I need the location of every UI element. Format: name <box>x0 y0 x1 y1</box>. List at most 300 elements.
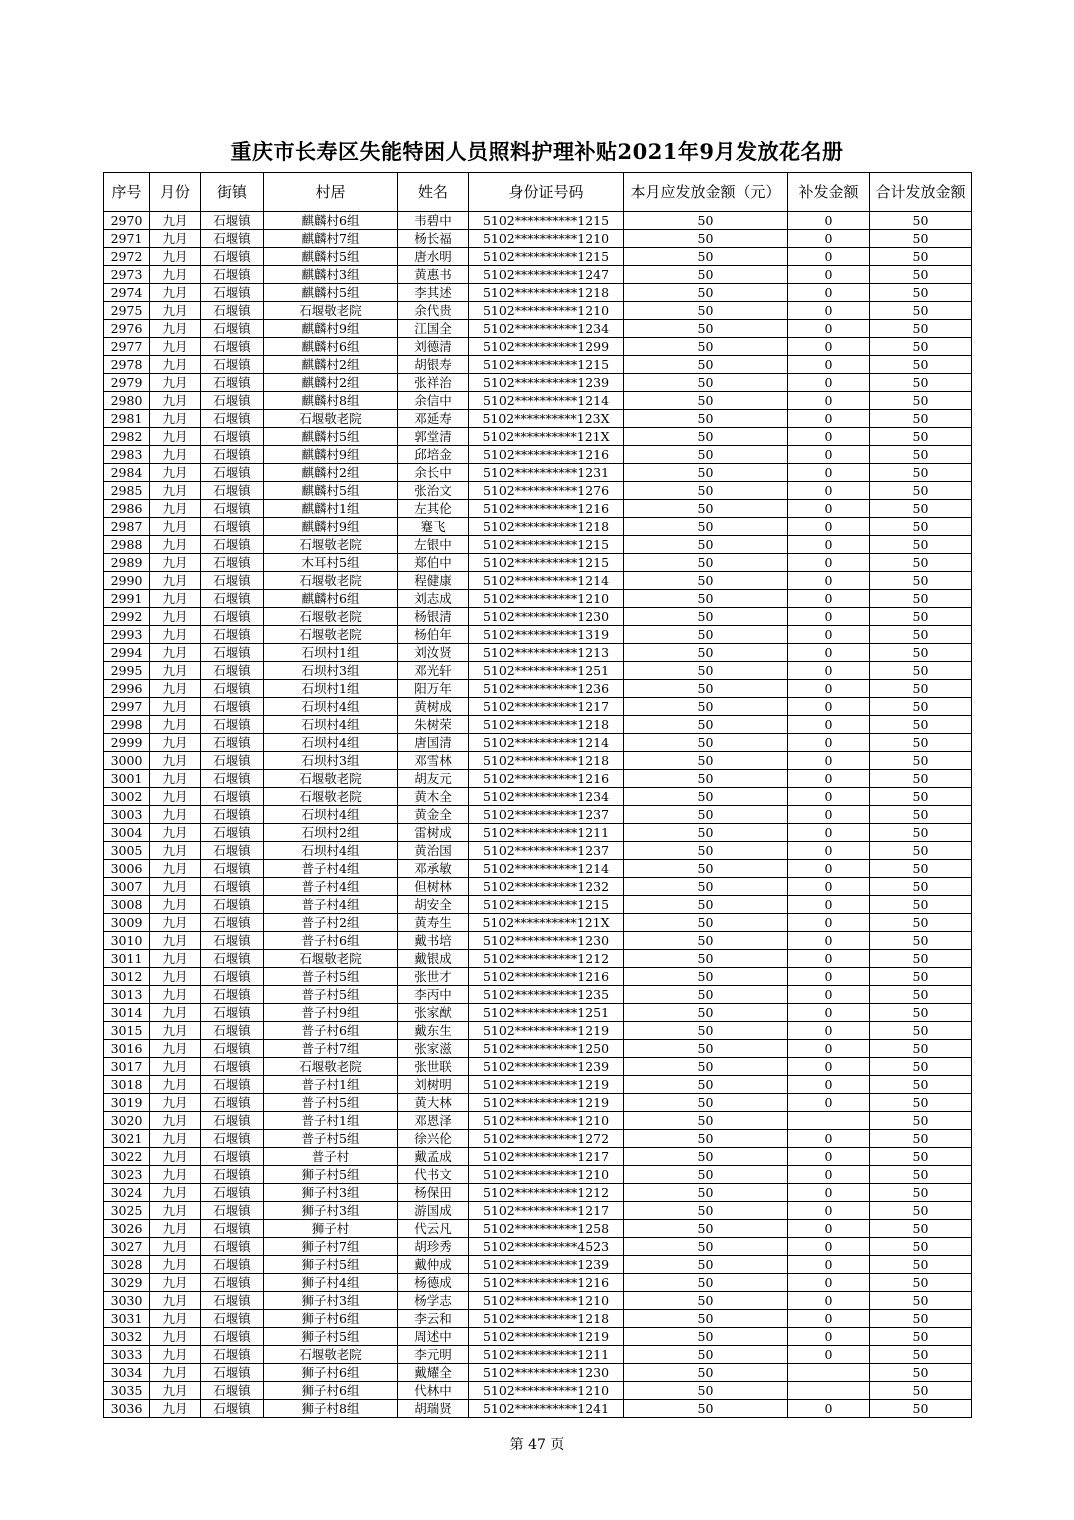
cell-village: 石坝村3组 <box>264 752 398 770</box>
cell-back-pay: 0 <box>788 914 870 932</box>
cell-name: 李云和 <box>398 1310 469 1328</box>
cell-month: 九月 <box>150 1382 201 1400</box>
cell-index: 2998 <box>104 716 150 734</box>
cell-total-amount: 50 <box>870 536 972 554</box>
cell-town: 石堰镇 <box>201 1004 264 1022</box>
table-row <box>104 266 972 284</box>
cell-town: 石堰镇 <box>201 1130 264 1148</box>
cell-monthly-amount: 50 <box>624 968 788 986</box>
cell-name: 杨长福 <box>398 230 469 248</box>
cell-monthly-amount: 50 <box>624 482 788 500</box>
table-row <box>104 752 972 770</box>
table-row <box>104 374 972 392</box>
cell-town: 石堰镇 <box>201 1364 264 1382</box>
cell-month: 九月 <box>150 554 201 572</box>
header-village: 村居 <box>264 173 398 212</box>
cell-index: 2986 <box>104 500 150 518</box>
cell-name: 胡银寿 <box>398 356 469 374</box>
cell-index: 2973 <box>104 266 150 284</box>
cell-town: 石堰镇 <box>201 1166 264 1184</box>
cell-month: 九月 <box>150 806 201 824</box>
cell-monthly-amount: 50 <box>624 770 788 788</box>
cell-monthly-amount: 50 <box>624 950 788 968</box>
table-row <box>104 698 972 716</box>
table-row <box>104 1166 972 1184</box>
cell-name: 黄寿生 <box>398 914 469 932</box>
cell-name: 刘志成 <box>398 590 469 608</box>
cell-id-number: 5102**********121X <box>469 428 624 446</box>
cell-monthly-amount: 50 <box>624 1256 788 1274</box>
table-row <box>104 896 972 914</box>
cell-village: 狮子村5组 <box>264 1328 398 1346</box>
cell-index: 3013 <box>104 986 150 1004</box>
cell-town: 石堰镇 <box>201 572 264 590</box>
cell-total-amount: 50 <box>870 230 972 248</box>
cell-total-amount: 50 <box>870 716 972 734</box>
cell-town: 石堰镇 <box>201 536 264 554</box>
cell-town: 石堰镇 <box>201 968 264 986</box>
cell-monthly-amount: 50 <box>624 230 788 248</box>
cell-village: 麒麟村9组 <box>264 320 398 338</box>
cell-village: 普子村2组 <box>264 914 398 932</box>
cell-village: 石坝村2组 <box>264 824 398 842</box>
cell-name: 邓承敏 <box>398 860 469 878</box>
cell-total-amount: 50 <box>870 950 972 968</box>
cell-monthly-amount: 50 <box>624 1004 788 1022</box>
cell-id-number: 5102**********1237 <box>469 842 624 860</box>
cell-total-amount: 50 <box>870 1310 972 1328</box>
cell-total-amount: 50 <box>870 284 972 302</box>
cell-back-pay: 0 <box>788 1238 870 1256</box>
cell-back-pay: 0 <box>788 464 870 482</box>
cell-back-pay: 0 <box>788 1148 870 1166</box>
cell-total-amount: 50 <box>870 914 972 932</box>
header-monthly-amount: 本月应发放金额（元） <box>624 173 788 212</box>
cell-monthly-amount: 50 <box>624 356 788 374</box>
cell-total-amount: 50 <box>870 644 972 662</box>
cell-name: 戴银成 <box>398 950 469 968</box>
cell-back-pay: 0 <box>788 248 870 266</box>
cell-total-amount: 50 <box>870 1400 972 1418</box>
cell-total-amount: 50 <box>870 1040 972 1058</box>
cell-index: 2974 <box>104 284 150 302</box>
cell-index: 3011 <box>104 950 150 968</box>
table-row <box>104 1382 972 1400</box>
cell-index: 3010 <box>104 932 150 950</box>
table-row <box>104 1202 972 1220</box>
cell-index: 3009 <box>104 914 150 932</box>
cell-id-number: 5102**********1230 <box>469 608 624 626</box>
cell-name: 黄大林 <box>398 1094 469 1112</box>
cell-month: 九月 <box>150 860 201 878</box>
cell-village: 石堰敬老院 <box>264 608 398 626</box>
cell-village: 麒麟村5组 <box>264 428 398 446</box>
cell-name: 代林中 <box>398 1382 469 1400</box>
cell-month: 九月 <box>150 878 201 896</box>
cell-village: 石坝村3组 <box>264 662 398 680</box>
cell-index: 3030 <box>104 1292 150 1310</box>
cell-name: 蹇飞 <box>398 518 469 536</box>
cell-back-pay <box>788 1382 870 1400</box>
cell-total-amount: 50 <box>870 428 972 446</box>
cell-back-pay: 0 <box>788 1256 870 1274</box>
cell-month: 九月 <box>150 1310 201 1328</box>
cell-back-pay: 0 <box>788 1274 870 1292</box>
table-row <box>104 482 972 500</box>
cell-name: 张世联 <box>398 1058 469 1076</box>
cell-index: 3001 <box>104 770 150 788</box>
cell-index: 2971 <box>104 230 150 248</box>
cell-month: 九月 <box>150 446 201 464</box>
cell-id-number: 5102**********1213 <box>469 644 624 662</box>
table-row <box>104 1058 972 1076</box>
cell-monthly-amount: 50 <box>624 464 788 482</box>
cell-total-amount: 50 <box>870 1382 972 1400</box>
table-row <box>104 590 972 608</box>
cell-monthly-amount: 50 <box>624 1292 788 1310</box>
cell-back-pay: 0 <box>788 320 870 338</box>
cell-monthly-amount: 50 <box>624 302 788 320</box>
cell-village: 石堰敬老院 <box>264 626 398 644</box>
cell-back-pay: 0 <box>788 230 870 248</box>
cell-monthly-amount: 50 <box>624 626 788 644</box>
cell-back-pay: 0 <box>788 518 870 536</box>
cell-village: 普子村4组 <box>264 860 398 878</box>
cell-index: 2988 <box>104 536 150 554</box>
cell-month: 九月 <box>150 968 201 986</box>
cell-back-pay <box>788 1112 870 1130</box>
table-row <box>104 212 972 230</box>
cell-monthly-amount: 50 <box>624 932 788 950</box>
cell-index: 2983 <box>104 446 150 464</box>
cell-monthly-amount: 50 <box>624 1364 788 1382</box>
cell-month: 九月 <box>150 428 201 446</box>
cell-town: 石堰镇 <box>201 1058 264 1076</box>
header-index: 序号 <box>104 173 150 212</box>
cell-back-pay: 0 <box>788 338 870 356</box>
cell-back-pay: 0 <box>788 374 870 392</box>
cell-village: 普子村1组 <box>264 1076 398 1094</box>
cell-town: 石堰镇 <box>201 914 264 932</box>
cell-name: 韦碧中 <box>398 212 469 230</box>
cell-total-amount: 50 <box>870 842 972 860</box>
cell-name: 江国全 <box>398 320 469 338</box>
cell-total-amount: 50 <box>870 410 972 428</box>
cell-total-amount: 50 <box>870 392 972 410</box>
cell-monthly-amount: 50 <box>624 1040 788 1058</box>
cell-monthly-amount: 50 <box>624 878 788 896</box>
cell-back-pay: 0 <box>788 1040 870 1058</box>
cell-total-amount: 50 <box>870 500 972 518</box>
cell-back-pay: 0 <box>788 482 870 500</box>
table-row <box>104 302 972 320</box>
table-row <box>104 1310 972 1328</box>
cell-monthly-amount: 50 <box>624 1400 788 1418</box>
cell-town: 石堰镇 <box>201 824 264 842</box>
cell-name: 杨保田 <box>398 1184 469 1202</box>
cell-monthly-amount: 50 <box>624 1346 788 1364</box>
cell-total-amount: 50 <box>870 680 972 698</box>
cell-town: 石堰镇 <box>201 230 264 248</box>
page-number: 第 47 页 <box>509 1437 565 1453</box>
cell-id-number: 5102**********1218 <box>469 284 624 302</box>
cell-monthly-amount: 50 <box>624 662 788 680</box>
cell-village: 狮子村4组 <box>264 1274 398 1292</box>
cell-total-amount: 50 <box>870 896 972 914</box>
cell-month: 九月 <box>150 338 201 356</box>
cell-back-pay: 0 <box>788 698 870 716</box>
cell-index: 3014 <box>104 1004 150 1022</box>
cell-id-number: 5102**********1215 <box>469 536 624 554</box>
cell-id-number: 5102**********1217 <box>469 698 624 716</box>
cell-id-number: 5102**********1319 <box>469 626 624 644</box>
table-row <box>104 860 972 878</box>
cell-month: 九月 <box>150 896 201 914</box>
cell-back-pay: 0 <box>788 1346 870 1364</box>
cell-month: 九月 <box>150 770 201 788</box>
table-row <box>104 968 972 986</box>
cell-index: 3012 <box>104 968 150 986</box>
cell-month: 九月 <box>150 392 201 410</box>
cell-name: 左银中 <box>398 536 469 554</box>
cell-town: 石堰镇 <box>201 950 264 968</box>
cell-town: 石堰镇 <box>201 842 264 860</box>
cell-index: 3034 <box>104 1364 150 1382</box>
cell-town: 石堰镇 <box>201 608 264 626</box>
cell-name: 张祥治 <box>398 374 469 392</box>
cell-village: 麒麟村5组 <box>264 482 398 500</box>
cell-monthly-amount: 50 <box>624 248 788 266</box>
cell-id-number: 5102**********1239 <box>469 374 624 392</box>
cell-id-number: 5102**********1276 <box>469 482 624 500</box>
header-total-amount: 合计发放金额 <box>870 173 972 212</box>
cell-village: 普子村6组 <box>264 932 398 950</box>
cell-name: 戴孟成 <box>398 1148 469 1166</box>
cell-back-pay: 0 <box>788 878 870 896</box>
cell-town: 石堰镇 <box>201 806 264 824</box>
cell-total-amount: 50 <box>870 572 972 590</box>
table-row <box>104 1184 972 1202</box>
cell-id-number: 5102**********1234 <box>469 788 624 806</box>
cell-monthly-amount: 50 <box>624 266 788 284</box>
cell-town: 石堰镇 <box>201 1184 264 1202</box>
cell-id-number: 5102**********1210 <box>469 590 624 608</box>
cell-total-amount: 50 <box>870 770 972 788</box>
cell-total-amount: 50 <box>870 248 972 266</box>
cell-id-number: 5102**********1215 <box>469 356 624 374</box>
cell-month: 九月 <box>150 1238 201 1256</box>
cell-index: 2994 <box>104 644 150 662</box>
table-row <box>104 518 972 536</box>
cell-name: 程健康 <box>398 572 469 590</box>
cell-town: 石堰镇 <box>201 338 264 356</box>
cell-town: 石堰镇 <box>201 248 264 266</box>
table-row <box>104 230 972 248</box>
cell-month: 九月 <box>150 842 201 860</box>
cell-back-pay: 0 <box>788 536 870 554</box>
cell-name: 徐兴伦 <box>398 1130 469 1148</box>
cell-index: 2972 <box>104 248 150 266</box>
cell-village: 石堰敬老院 <box>264 572 398 590</box>
cell-month: 九月 <box>150 284 201 302</box>
cell-back-pay: 0 <box>788 806 870 824</box>
cell-index: 2975 <box>104 302 150 320</box>
table-row <box>104 1040 972 1058</box>
table-row <box>104 626 972 644</box>
cell-town: 石堰镇 <box>201 590 264 608</box>
cell-name: 代书文 <box>398 1166 469 1184</box>
cell-id-number: 5102**********1219 <box>469 1022 624 1040</box>
cell-back-pay: 0 <box>788 500 870 518</box>
cell-back-pay: 0 <box>788 734 870 752</box>
cell-monthly-amount: 50 <box>624 860 788 878</box>
cell-index: 3036 <box>104 1400 150 1418</box>
cell-id-number: 5102**********1210 <box>469 230 624 248</box>
cell-id-number: 5102**********1211 <box>469 1346 624 1364</box>
cell-id-number: 5102**********1210 <box>469 1382 624 1400</box>
cell-town: 石堰镇 <box>201 698 264 716</box>
cell-id-number: 5102**********1210 <box>469 1112 624 1130</box>
cell-village: 麒麟村5组 <box>264 248 398 266</box>
cell-index: 3022 <box>104 1148 150 1166</box>
cell-month: 九月 <box>150 1184 201 1202</box>
cell-name: 杨德成 <box>398 1274 469 1292</box>
cell-id-number: 5102**********1239 <box>469 1058 624 1076</box>
cell-back-pay: 0 <box>788 212 870 230</box>
cell-town: 石堰镇 <box>201 482 264 500</box>
cell-total-amount: 50 <box>870 1292 972 1310</box>
cell-total-amount: 50 <box>870 986 972 1004</box>
table-row <box>104 608 972 626</box>
cell-town: 石堰镇 <box>201 212 264 230</box>
cell-total-amount: 50 <box>870 1256 972 1274</box>
cell-total-amount: 50 <box>870 302 972 320</box>
cell-id-number: 5102**********1250 <box>469 1040 624 1058</box>
cell-back-pay: 0 <box>788 860 870 878</box>
cell-back-pay: 0 <box>788 842 870 860</box>
cell-id-number: 5102**********1272 <box>469 1130 624 1148</box>
cell-month: 九月 <box>150 824 201 842</box>
cell-index: 3020 <box>104 1112 150 1130</box>
cell-name: 唐水明 <box>398 248 469 266</box>
cell-monthly-amount: 50 <box>624 284 788 302</box>
cell-monthly-amount: 50 <box>624 572 788 590</box>
cell-name: 余代贵 <box>398 302 469 320</box>
cell-monthly-amount: 50 <box>624 734 788 752</box>
cell-back-pay: 0 <box>788 1022 870 1040</box>
cell-total-amount: 50 <box>870 446 972 464</box>
cell-total-amount: 50 <box>870 464 972 482</box>
cell-village: 狮子村8组 <box>264 1400 398 1418</box>
cell-index: 3028 <box>104 1256 150 1274</box>
cell-month: 九月 <box>150 266 201 284</box>
cell-town: 石堰镇 <box>201 302 264 320</box>
cell-name: 李丙中 <box>398 986 469 1004</box>
cell-id-number: 5102**********1215 <box>469 554 624 572</box>
cell-id-number: 5102**********1216 <box>469 500 624 518</box>
cell-village: 普子村5组 <box>264 1094 398 1112</box>
cell-name: 张家滋 <box>398 1040 469 1058</box>
cell-back-pay: 0 <box>788 410 870 428</box>
cell-monthly-amount: 50 <box>624 1148 788 1166</box>
cell-village: 狮子村3组 <box>264 1184 398 1202</box>
table-row <box>104 320 972 338</box>
cell-town: 石堰镇 <box>201 284 264 302</box>
cell-month: 九月 <box>150 1400 201 1418</box>
cell-month: 九月 <box>150 1274 201 1292</box>
cell-id-number: 5102**********1258 <box>469 1220 624 1238</box>
table-header-row <box>104 173 972 212</box>
cell-total-amount: 50 <box>870 860 972 878</box>
cell-index: 2995 <box>104 662 150 680</box>
cell-back-pay: 0 <box>788 824 870 842</box>
table-row <box>104 788 972 806</box>
cell-index: 3004 <box>104 824 150 842</box>
cell-name: 余长中 <box>398 464 469 482</box>
cell-name: 胡友元 <box>398 770 469 788</box>
cell-month: 九月 <box>150 374 201 392</box>
cell-total-amount: 50 <box>870 212 972 230</box>
cell-village: 狮子村5组 <box>264 1256 398 1274</box>
cell-village: 普子村1组 <box>264 1112 398 1130</box>
cell-name: 胡珍秀 <box>398 1238 469 1256</box>
table-row <box>104 842 972 860</box>
cell-id-number: 5102**********1217 <box>469 1202 624 1220</box>
table-row <box>104 986 972 1004</box>
cell-name: 刘汝贤 <box>398 644 469 662</box>
header-month: 月份 <box>150 173 201 212</box>
cell-name: 阳万年 <box>398 680 469 698</box>
cell-monthly-amount: 50 <box>624 212 788 230</box>
cell-total-amount: 50 <box>870 1328 972 1346</box>
cell-town: 石堰镇 <box>201 320 264 338</box>
cell-monthly-amount: 50 <box>624 752 788 770</box>
cell-month: 九月 <box>150 1202 201 1220</box>
cell-name: 戴仲成 <box>398 1256 469 1274</box>
cell-town: 石堰镇 <box>201 374 264 392</box>
cell-name: 朱树荣 <box>398 716 469 734</box>
cell-month: 九月 <box>150 482 201 500</box>
cell-id-number: 5102**********1251 <box>469 662 624 680</box>
cell-back-pay: 0 <box>788 1184 870 1202</box>
cell-town: 石堰镇 <box>201 1148 264 1166</box>
cell-index: 3019 <box>104 1094 150 1112</box>
cell-id-number: 5102**********1218 <box>469 518 624 536</box>
cell-back-pay: 0 <box>788 752 870 770</box>
cell-name: 周述中 <box>398 1328 469 1346</box>
cell-index: 3000 <box>104 752 150 770</box>
cell-monthly-amount: 50 <box>624 1274 788 1292</box>
cell-month: 九月 <box>150 1094 201 1112</box>
cell-town: 石堰镇 <box>201 356 264 374</box>
cell-monthly-amount: 50 <box>624 374 788 392</box>
cell-back-pay: 0 <box>788 662 870 680</box>
table-row <box>104 1364 972 1382</box>
cell-total-amount: 50 <box>870 752 972 770</box>
cell-monthly-amount: 50 <box>624 1058 788 1076</box>
cell-total-amount: 50 <box>870 266 972 284</box>
cell-name: 黄树成 <box>398 698 469 716</box>
cell-village: 麒麟村1组 <box>264 500 398 518</box>
table-body <box>104 212 972 1418</box>
cell-town: 石堰镇 <box>201 716 264 734</box>
cell-index: 3023 <box>104 1166 150 1184</box>
table-row <box>104 1256 972 1274</box>
cell-town: 石堰镇 <box>201 1310 264 1328</box>
cell-month: 九月 <box>150 1004 201 1022</box>
cell-month: 九月 <box>150 356 201 374</box>
cell-index: 3005 <box>104 842 150 860</box>
